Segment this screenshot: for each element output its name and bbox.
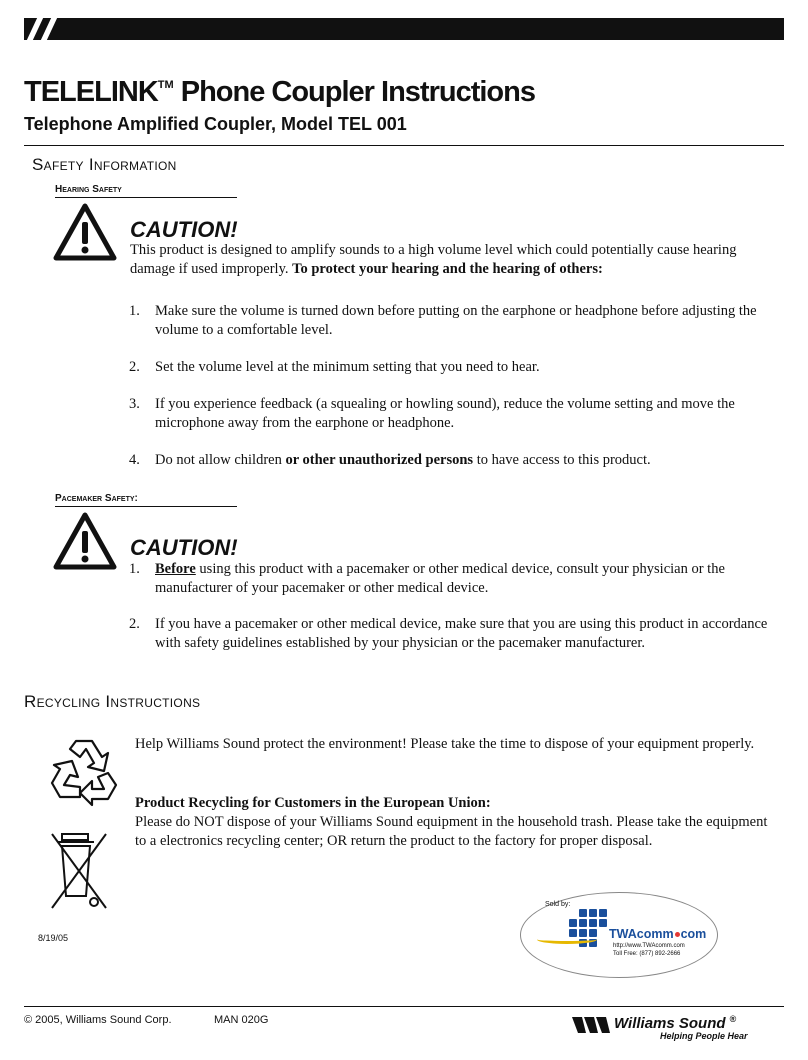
logo-swoosh bbox=[537, 935, 597, 944]
recycle-icon bbox=[46, 735, 122, 811]
list-item: 1. Before using this product with a pacemaker or other medical device, consult your physician or the manufacturer of your pacemaker or other medical device. bbox=[129, 561, 725, 596]
seller-badge bbox=[520, 892, 718, 978]
williams-sound-tagline: Helping People Hear bbox=[660, 1031, 748, 1041]
page-subtitle: Telephone Amplified Coupler, Model TEL 001 bbox=[24, 114, 407, 134]
recycling-intro: Help Williams Sound protect the environment! Please take the time to dispose of your equipment properly. bbox=[135, 736, 755, 752]
warning-triangle-icon bbox=[53, 512, 117, 570]
header-slash bbox=[41, 18, 57, 40]
seller-url: http://www.TWAcomm.com bbox=[613, 943, 685, 949]
caution-label: CAUTION! bbox=[130, 217, 238, 242]
safety-heading: Safety Information bbox=[32, 155, 177, 174]
eu-recycling-heading: Product Recycling for Customers in the European Union: bbox=[135, 795, 491, 811]
williams-sound-logo-icon bbox=[572, 1015, 616, 1035]
recycling-heading: Recycling Instructions bbox=[24, 692, 201, 711]
list-item: 2. If you have a pacemaker or other medical device, make sure that you are using this product in accordance with safety guidelines established by your physician or the pacemaker manufacturer. bbox=[129, 616, 768, 651]
sold-by-label: Sold by: bbox=[545, 901, 571, 908]
footer-divider bbox=[24, 1006, 784, 1007]
hearing-safety-heading: Hearing Safety bbox=[55, 184, 237, 198]
document-number: MAN 020G bbox=[214, 1014, 269, 1026]
header-bar bbox=[24, 18, 784, 40]
header-slash bbox=[27, 18, 43, 40]
caution-label: CAUTION! bbox=[130, 535, 238, 560]
hearing-intro: This product is designed to amplify sounds to a high volume level which could potentially cause hearing damage if used improperly. To protect your hearing and the hearing of others: bbox=[130, 242, 737, 277]
document-date: 8/19/05 bbox=[38, 933, 69, 943]
warning-triangle-icon bbox=[53, 203, 117, 261]
twacomm-logo-icon bbox=[567, 907, 611, 951]
list-item: 3. If you experience feedback (a squealing or howling sound), reduce the volume setting and move the microphone away from the earphone or headphone. bbox=[129, 396, 735, 431]
title-divider bbox=[24, 145, 784, 146]
list-item: 1. Make sure the volume is turned down before putting on the earphone or headphone before adjusting the volume to a comfortable level. bbox=[129, 303, 757, 338]
williams-sound-brand: Williams Sound ® bbox=[614, 1014, 737, 1032]
eu-recycling-text: Please do NOT dispose of your Williams Sound equipment in the household trash. Please take the equipment to a electronics recycling center; OR return the product to the factory for proper disposal. bbox=[135, 814, 768, 849]
twacomm-brand: TWAcomm com bbox=[609, 927, 707, 941]
weee-bin-icon bbox=[48, 830, 110, 912]
seller-phone: Toll Free: (877) 892-2666 bbox=[613, 951, 681, 957]
list-item: 4. Do not allow children or other unauthorized persons to have access to this product. bbox=[129, 452, 651, 468]
list-item: 2. Set the volume level at the minimum setting that you need to hear. bbox=[129, 359, 540, 375]
pacemaker-safety-heading: Pacemaker Safety: bbox=[55, 493, 237, 507]
copyright: © 2005, Williams Sound Corp. bbox=[24, 1014, 172, 1026]
page-title: TELELINK™ Phone Coupler Instructions bbox=[24, 76, 535, 108]
